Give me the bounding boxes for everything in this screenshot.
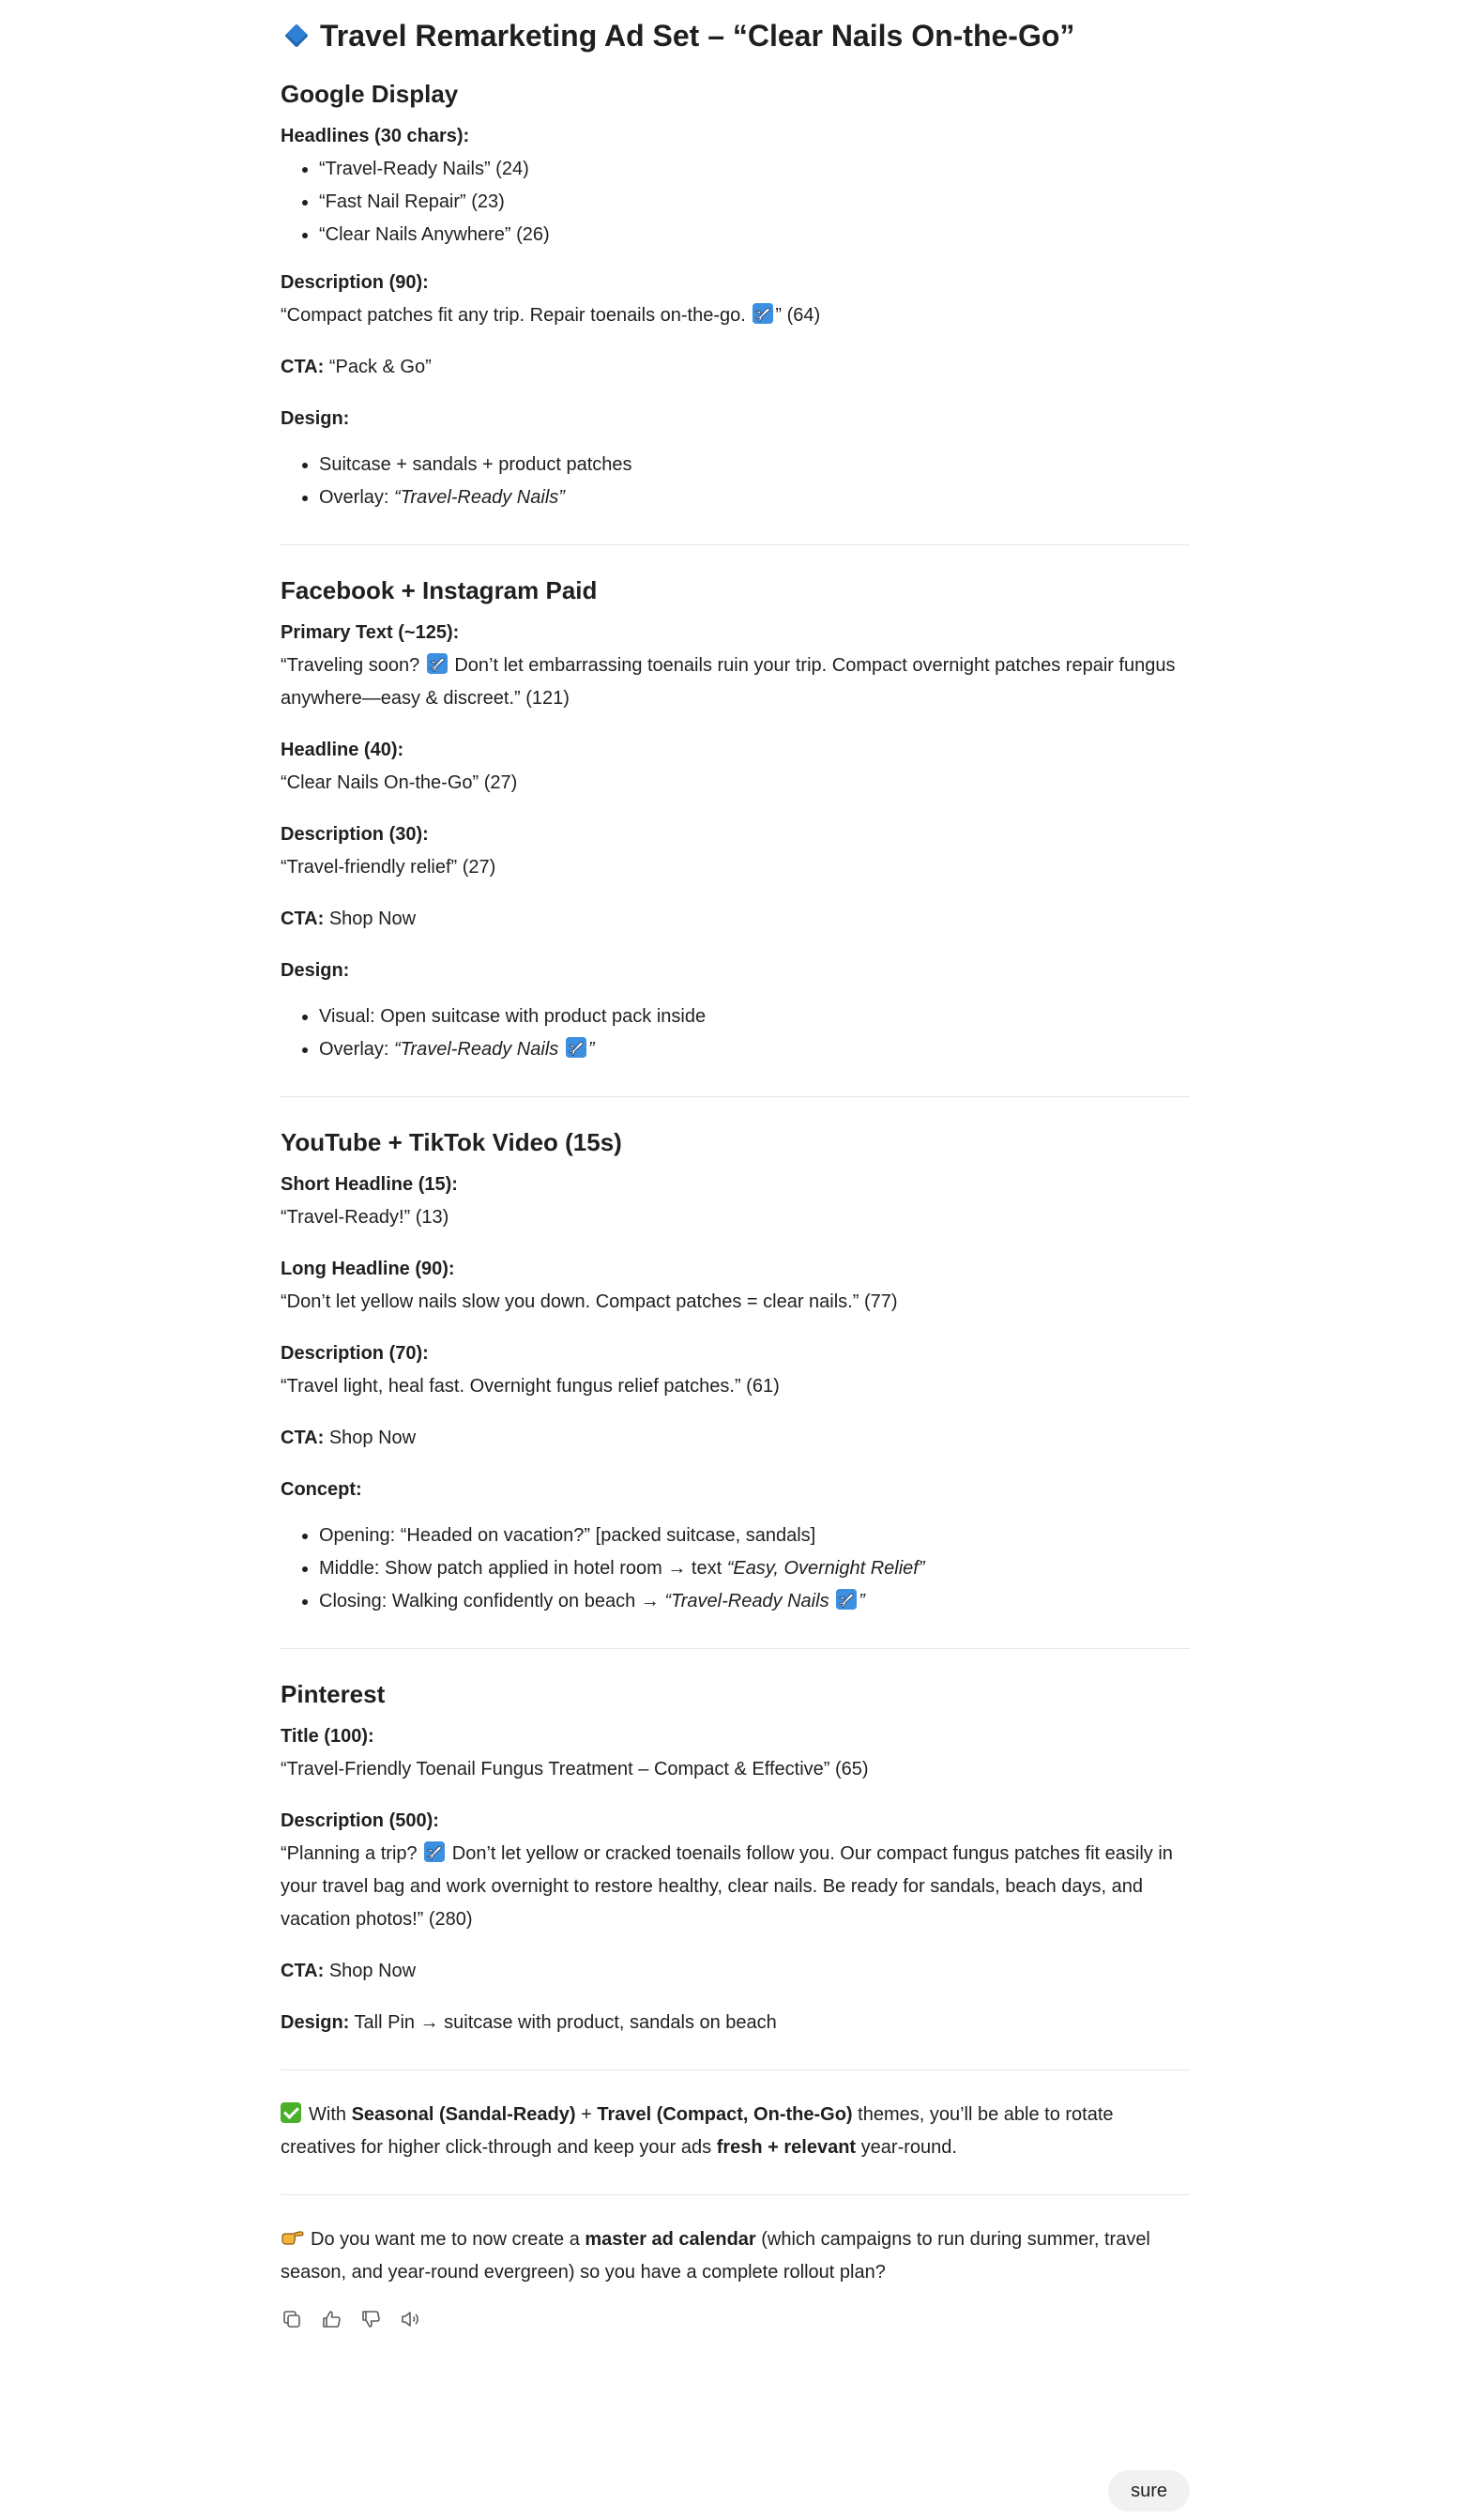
list-item: • “Fast Nail Repair” (23) xyxy=(319,186,1190,219)
follow-up-question: Do you want me to now create a master ad calendar (which campaigns to run during summer, travel season, and year-round evergreen) so you have a complete rollout plan? xyxy=(281,2229,1150,2283)
google-display-section xyxy=(281,77,1190,514)
divider xyxy=(281,1096,1190,1097)
description-block: Description (70): “Travel light, heal fast. Overnight fungus relief patches.” (61) xyxy=(281,1343,780,1397)
pinterest-section xyxy=(281,1677,1190,2039)
description-block: Description (30): “Travel-friendly relief” (27) xyxy=(281,824,496,878)
divider xyxy=(281,2069,1190,2070)
section-heading: YouTube + TikTok Video (15s) xyxy=(281,1128,622,1156)
design-list xyxy=(281,449,1190,514)
design-list xyxy=(281,1000,1190,1066)
short-headline-block: Short Headline (15): “Travel-Ready!” (13) xyxy=(281,1174,458,1228)
thumbs-down-icon[interactable] xyxy=(359,2308,382,2330)
user-message-bubble: sure xyxy=(1108,2470,1190,2512)
cta-block: CTA: Shop Now xyxy=(281,909,417,929)
description-block: Description (90): “Compact patches fit any trip. Repair toenails on-the-go. ” (64) xyxy=(281,272,821,326)
design-block: Design: Tall Pin → suitcase with product, sandals on beach xyxy=(281,2012,777,2033)
concept-label: Concept: xyxy=(281,1479,362,1500)
headlines-label: Headlines (30 chars): xyxy=(281,126,470,146)
pointing-hand-icon xyxy=(281,2227,305,2248)
list-item: • Closing: Walking confidently on beach → “Travel-Ready Nails ” xyxy=(319,1585,1190,1618)
facebook-instagram-section xyxy=(281,573,1190,1066)
airplane-icon xyxy=(424,1841,445,1862)
summary-text: With Seasonal (Sandal-Ready) + Travel (Compact, On-the-Go) themes, you’ll be able to rotate creatives for higher click-through and keep your ads fresh + relevant year-round. xyxy=(281,2104,1114,2158)
divider xyxy=(281,1648,1190,1649)
list-item: • Visual: Open suitcase with product pack inside xyxy=(319,1000,1190,1033)
primary-text-block: Primary Text (~125): “Traveling soon? Don’t let embarrassing toenails ruin your trip. Compact overnight patches repair fungus anywhere—easy & discreet.” (121) xyxy=(281,622,1176,709)
message-title xyxy=(281,15,1190,56)
design-label: Design: xyxy=(281,960,350,981)
list-item: • “Clear Nails Anywhere” (26) xyxy=(319,219,1190,252)
design-label: Design: xyxy=(281,408,350,429)
video-section xyxy=(281,1125,1190,1618)
section-heading: Pinterest xyxy=(281,1680,386,1708)
airplane-icon xyxy=(566,1037,586,1058)
section-heading: Facebook + Instagram Paid xyxy=(281,576,598,604)
list-item: • Overlay: “Travel-Ready Nails ” xyxy=(319,1033,1190,1066)
message-actions xyxy=(281,2308,1190,2330)
list-item: • Opening: “Headed on vacation?” [packed suitcase, sandals] xyxy=(319,1520,1190,1552)
title-text: Travel Remarketing Ad Set – “Clear Nails On-the-Go” xyxy=(320,19,1075,53)
assistant-message xyxy=(281,0,1190,2501)
concept-list xyxy=(281,1520,1190,1618)
title-block: Title (100): “Travel-Friendly Toenail Fungus Treatment – Compact & Effective” (65) xyxy=(281,1726,869,1779)
list-item: • “Travel-Ready Nails” (24) xyxy=(319,153,1190,186)
section-heading: Google Display xyxy=(281,80,459,108)
airplane-icon xyxy=(753,303,773,324)
headlines-list xyxy=(281,153,1190,252)
list-item: • Suitcase + sandals + product patches xyxy=(319,449,1190,481)
airplane-icon xyxy=(427,653,448,674)
airplane-icon xyxy=(836,1589,857,1610)
check-icon xyxy=(281,2102,301,2123)
cta-block: CTA: Shop Now xyxy=(281,1961,417,1981)
description-block: Description (500): “Planning a trip? Don’t let yellow or cracked toenails follow you. Our compact fungus patches fit easily in your travel bag and work overnight to restore healthy, clear nails. Be ready for sandals, beach days, and vacation photos!” (280) xyxy=(281,1810,1173,1930)
read-aloud-icon[interactable] xyxy=(399,2308,421,2330)
copy-icon[interactable] xyxy=(281,2308,303,2330)
list-item: • Overlay: “Travel-Ready Nails” xyxy=(319,481,1190,514)
divider xyxy=(281,2194,1190,2195)
divider xyxy=(281,544,1190,545)
long-headline-block: Long Headline (90): “Don’t let yellow nails slow you down. Compact patches = clear nails.” (77) xyxy=(281,1259,898,1312)
list-item: • Middle: Show patch applied in hotel room → text “Easy, Overnight Relief” xyxy=(319,1552,1190,1585)
thumbs-up-icon[interactable] xyxy=(320,2308,342,2330)
cta-block: CTA: Shop Now xyxy=(281,1428,417,1448)
cta-block: CTA: “Pack & Go” xyxy=(281,357,432,377)
diamond-icon xyxy=(286,25,307,46)
headline-block: Headline (40): “Clear Nails On-the-Go” (27) xyxy=(281,740,518,793)
